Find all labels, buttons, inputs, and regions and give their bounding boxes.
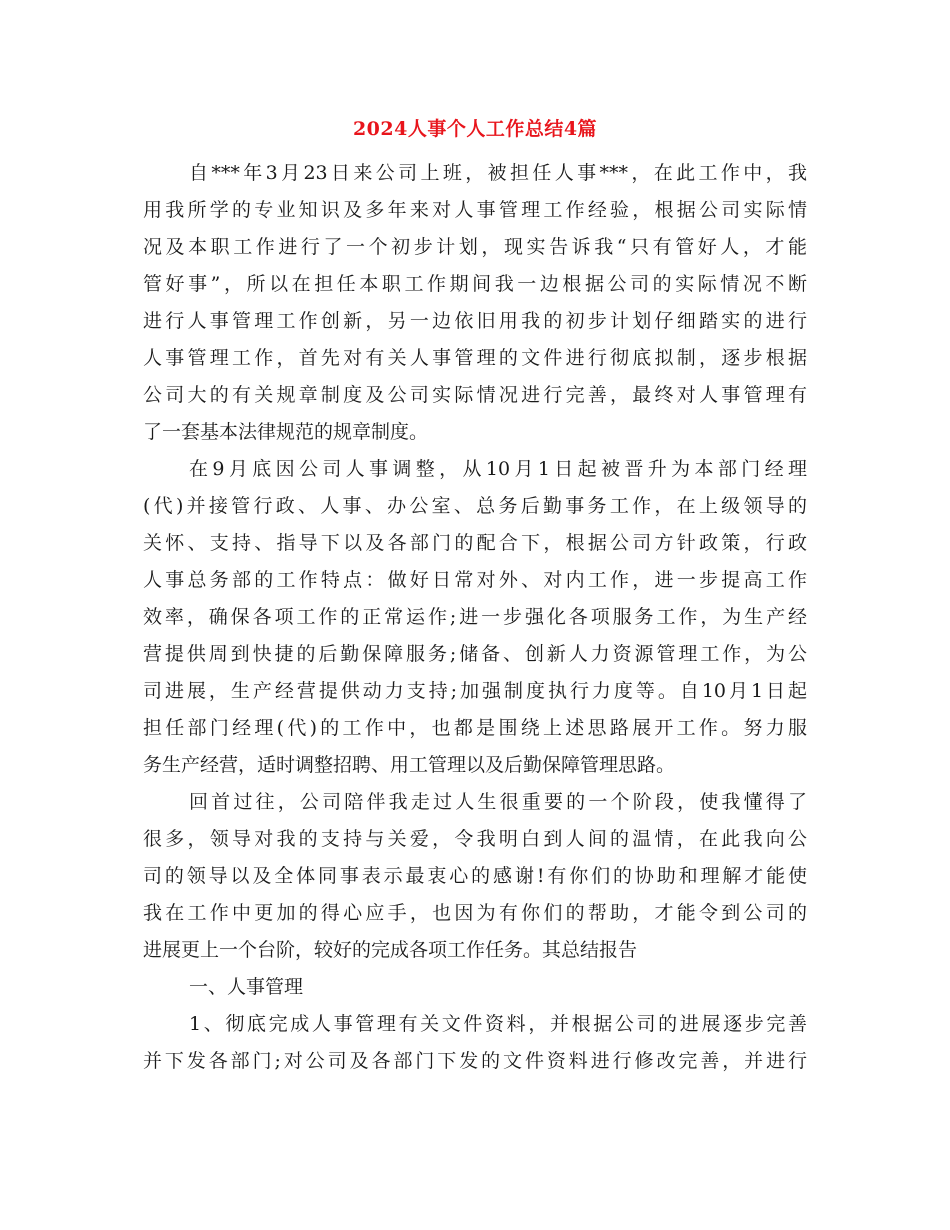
text-line: 回首过往，公司陪伴我走过人生很重要的一个阶段，使我懂得了 (189, 791, 807, 813)
text-line: 效率，确保各项工作的正常运作;进一步强化各项服务工作，为生产经 (143, 606, 807, 628)
text-line: 人事管理工作，首先对有关人事管理的文件进行彻底拟制，逐步根据 (143, 347, 807, 369)
text-line: 公司大的有关规章制度及公司实际情况进行完善，最终对人事管理有 (143, 384, 807, 406)
text-line: 很多，领导对我的支持与关爱，令我明白到人间的温情，在此我向公 (143, 828, 807, 850)
text-line: 进行人事管理工作创新，另一边依旧用我的初步计划仔细踏实的进行 (143, 310, 807, 332)
text-line: 司进展，生产经营提供动力支持;加强制度执行力度等。自10月1日起 (143, 680, 807, 702)
text-line: 一、人事管理 (189, 976, 304, 998)
text-line: 人事总务部的工作特点：做好日常对外、对内工作，进一步提高工作 (143, 569, 807, 591)
text-line: 我在工作中更加的得心应手，也因为有你们的帮助，才能令到公司的 (143, 902, 807, 924)
text-line: 况及本职工作进行了一个初步计划，现实告诉我“只有管好人，才能 (143, 236, 807, 258)
text-line: 了一套基本法律规范的规章制度。 (143, 421, 429, 443)
document-body (143, 155, 807, 1080)
text-line: 自***年3月23日来公司上班，被担任人事***，在此工作中，我 (189, 162, 807, 184)
text-line: 在9月底因公司人事调整，从10月1日起被晋升为本部门经理 (189, 458, 807, 480)
text-line: 务生产经营，适时调整招聘、用工管理以及后勤保障管理思路。 (143, 754, 676, 776)
text-line: 关怀、支持、指导下以及各部门的配合下，根据公司方针政策，行政 (143, 532, 807, 554)
text-line: 进展更上一个台阶，较好的完成各项工作任务。其总结报告 (143, 939, 638, 961)
text-line: 司的领导以及全体同事表示最衷心的感谢!有你们的协助和理解才能使 (143, 865, 807, 887)
text-line: 用我所学的专业知识及多年来对人事管理工作经验，根据公司实际情 (143, 199, 807, 221)
text-line: 1、彻底完成人事管理有关文件资料，并根据公司的进展逐步完善 (189, 1013, 807, 1035)
text-line: 担任部门经理(代)的工作中，也都是围绕上述思路展开工作。努力服 (143, 717, 807, 739)
text-line: 并下发各部门;对公司及各部门下发的文件资料进行修改完善，并进行 (143, 1050, 807, 1072)
text-line: 管好事”，所以在担任本职工作期间我一边根据公司的实际情况不断 (143, 273, 807, 295)
text-line: 营提供周到快捷的后勤保障服务;储备、创新人力资源管理工作，为公 (143, 643, 807, 665)
document-title: 2024人事个人工作总结4篇 (352, 118, 598, 140)
text-line: (代)并接管行政、人事、办公室、总务后勤事务工作，在上级领导的 (143, 495, 807, 517)
